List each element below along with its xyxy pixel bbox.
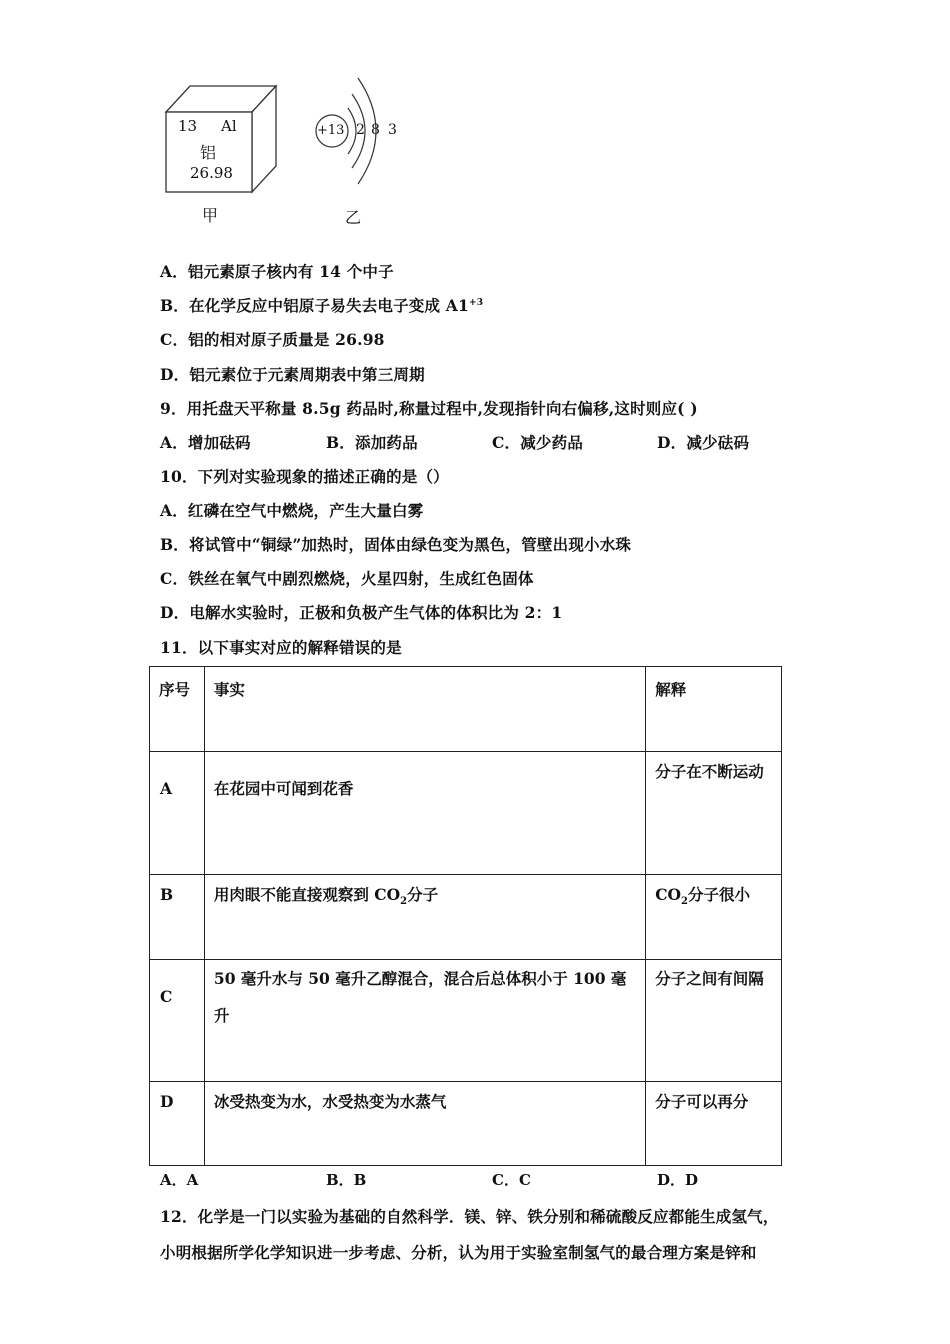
q8-option-d: D．铝元素位于元素周期表中第三周期 bbox=[160, 365, 425, 384]
row-fact: 用肉眼不能直接观察到 $CO_2$分子 bbox=[213, 885, 439, 908]
q11-option-c: C．C bbox=[492, 1171, 531, 1189]
q11-option-a: A．A bbox=[160, 1171, 199, 1189]
q8-option-c: C．铝的相对原子质量是 26.98 bbox=[160, 330, 385, 349]
shell-1-count: 2 bbox=[356, 122, 365, 138]
element-symbol: Al bbox=[221, 117, 237, 135]
header-explain: 解释 bbox=[655, 680, 687, 699]
row-fact: 在花园中可闻到花香 bbox=[213, 779, 354, 798]
table-row bbox=[150, 752, 782, 875]
q11-stem: 11．以下事实对应的解释错误的是 bbox=[160, 638, 402, 657]
header-number: 序号 bbox=[159, 680, 191, 699]
nucleus-charge: +13 bbox=[317, 123, 345, 138]
element-name: 铝 bbox=[200, 143, 217, 162]
q9-option-a: A．增加砝码 bbox=[160, 433, 251, 452]
q9-option-b: B．添加药品 bbox=[326, 433, 418, 452]
atomic-number: 13 bbox=[178, 117, 198, 135]
table-header-row bbox=[150, 667, 782, 752]
element-mass: 26.98 bbox=[190, 164, 233, 182]
row-explain: 分子之间有间隔 bbox=[655, 969, 764, 988]
electron-shell-1 bbox=[348, 108, 356, 154]
q10-stem: 10．下列对实验现象的描述正确的是（） bbox=[160, 467, 449, 486]
row-fact: 50 毫升水与 50 毫升乙醇混合，混合后总体积小于 100 毫升 bbox=[213, 969, 627, 1025]
table-row bbox=[150, 875, 782, 960]
q10-option-c: C．铁丝在氧气中剧烈燃烧，火星四射，生成红色固体 bbox=[160, 569, 534, 588]
row-explain: $CO_2$分子很小 bbox=[655, 885, 751, 908]
figure-caption-yi: 乙 bbox=[345, 208, 362, 227]
row-id: D bbox=[160, 1092, 174, 1111]
row-explain: 分子可以再分 bbox=[655, 1092, 749, 1111]
shell-3-count: 3 bbox=[388, 122, 397, 138]
row-explain: 分子在不断运动 bbox=[655, 762, 764, 781]
q11-table bbox=[149, 666, 782, 1166]
q9-option-d: D．减少砝码 bbox=[657, 433, 750, 452]
q10-option-b: B．将试管中“铜绿”加热时，固体由绿色变为黑色，管壁出现小水珠 bbox=[160, 535, 632, 554]
q11-option-b: B．B bbox=[326, 1171, 367, 1189]
q12-line-1: 12．化学是一门以实验为基础的自然科学．镁、锌、铁分别和稀硫酸反应都能生成氢气， bbox=[160, 1207, 779, 1226]
q8-option-b: B．在化学反应中铝原子易失去电子变成 $A1^{+3}$ bbox=[160, 296, 484, 315]
row-id: B bbox=[160, 885, 174, 904]
row-fact: 冰受热变为水，水受热变为水蒸气 bbox=[213, 1092, 447, 1111]
q12-line-2: 小明根据所学化学知识进一步考虑、分析，认为用于实验室制氢气的最合理方案是锌和 bbox=[160, 1243, 757, 1262]
q10-option-a: A．红磷在空气中燃烧，产生大量白雾 bbox=[160, 501, 424, 520]
q10-option-d: D．电解水实验时，正极和负极产生气体的体积比为 2：1 bbox=[160, 603, 563, 622]
row-id: A bbox=[160, 779, 173, 798]
shell-2-count: 8 bbox=[371, 122, 380, 138]
table-row bbox=[150, 1082, 782, 1166]
q11-option-d: D．D bbox=[657, 1171, 699, 1189]
row-id: C bbox=[160, 987, 173, 1006]
q9-stem: 9．用托盘天平称量 8.5g 药品时,称量过程中,发现指针向右偏移,这时则应( ) bbox=[160, 399, 698, 418]
q8-option-a: A．铝元素原子核内有 14 个中子 bbox=[160, 262, 394, 281]
table-row bbox=[150, 960, 782, 1082]
figure-caption-jia: 甲 bbox=[202, 206, 219, 225]
header-fact: 事实 bbox=[213, 680, 245, 699]
q9-option-c: C．减少药品 bbox=[492, 433, 584, 452]
